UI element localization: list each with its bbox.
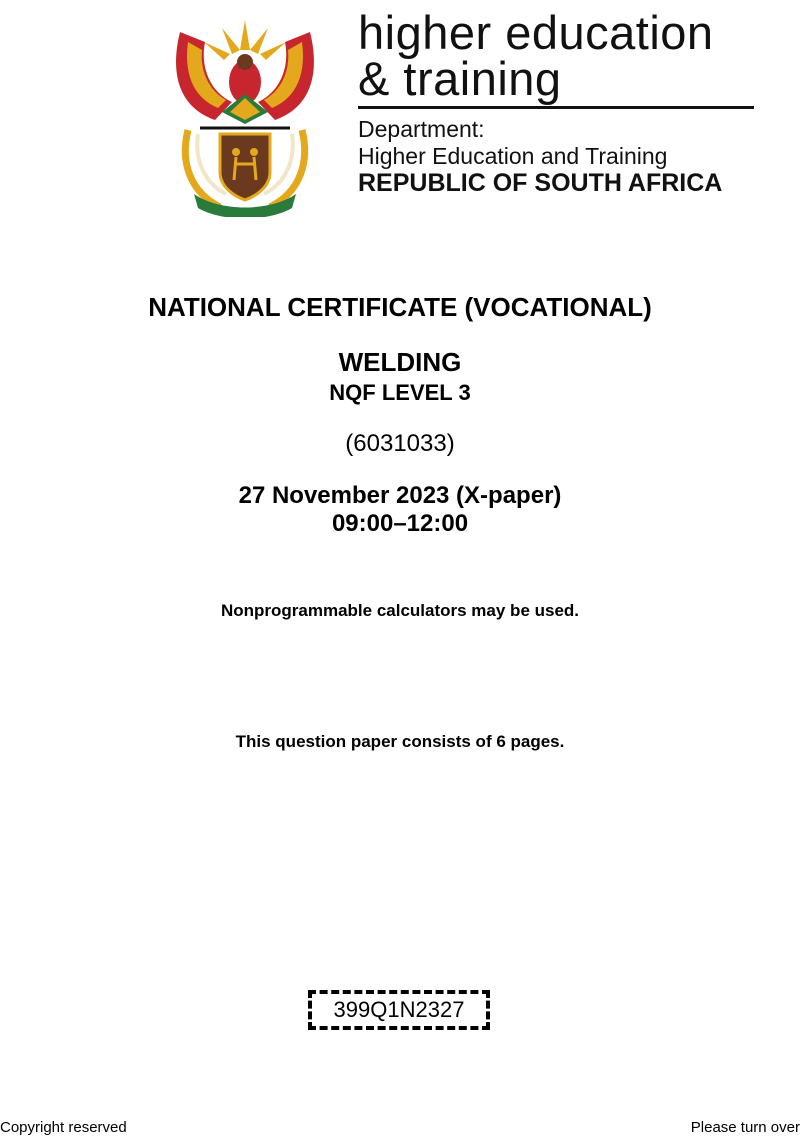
department-label: Department:: [358, 116, 485, 142]
page-header: [0, 0, 800, 230]
exam-time: 09:00–12:00: [331, 510, 469, 537]
brand-line-2: & training: [358, 52, 562, 105]
pages-note: This question paper consists of 6 pages.: [235, 732, 565, 751]
nqf-level: NQF LEVEL 3: [329, 380, 471, 405]
calculator-note: Nonprogrammable calculators may be used.: [220, 601, 580, 620]
exam-date: 27 November 2023 (X-paper): [238, 482, 562, 509]
brand-line-1: higher education: [358, 6, 714, 59]
footer-turn-over: Please turn over: [690, 1119, 800, 1136]
department-name: Higher Education and Training: [358, 143, 668, 169]
footer-copyright: Copyright reserved: [0, 1119, 127, 1136]
subject-title: WELDING: [338, 347, 462, 377]
certificate-title: NATIONAL CERTIFICATE (VOCATIONAL): [148, 292, 652, 322]
department-block: [358, 116, 758, 197]
department-branding: [358, 6, 758, 197]
country-name: REPUBLIC OF SOUTH AFRICA: [358, 169, 723, 197]
subject-code: (6031033): [345, 430, 455, 457]
coat-of-arms-icon: [160, 12, 330, 217]
paper-code-box: 399Q1N2327: [308, 990, 490, 1030]
brand-divider: [358, 106, 754, 109]
